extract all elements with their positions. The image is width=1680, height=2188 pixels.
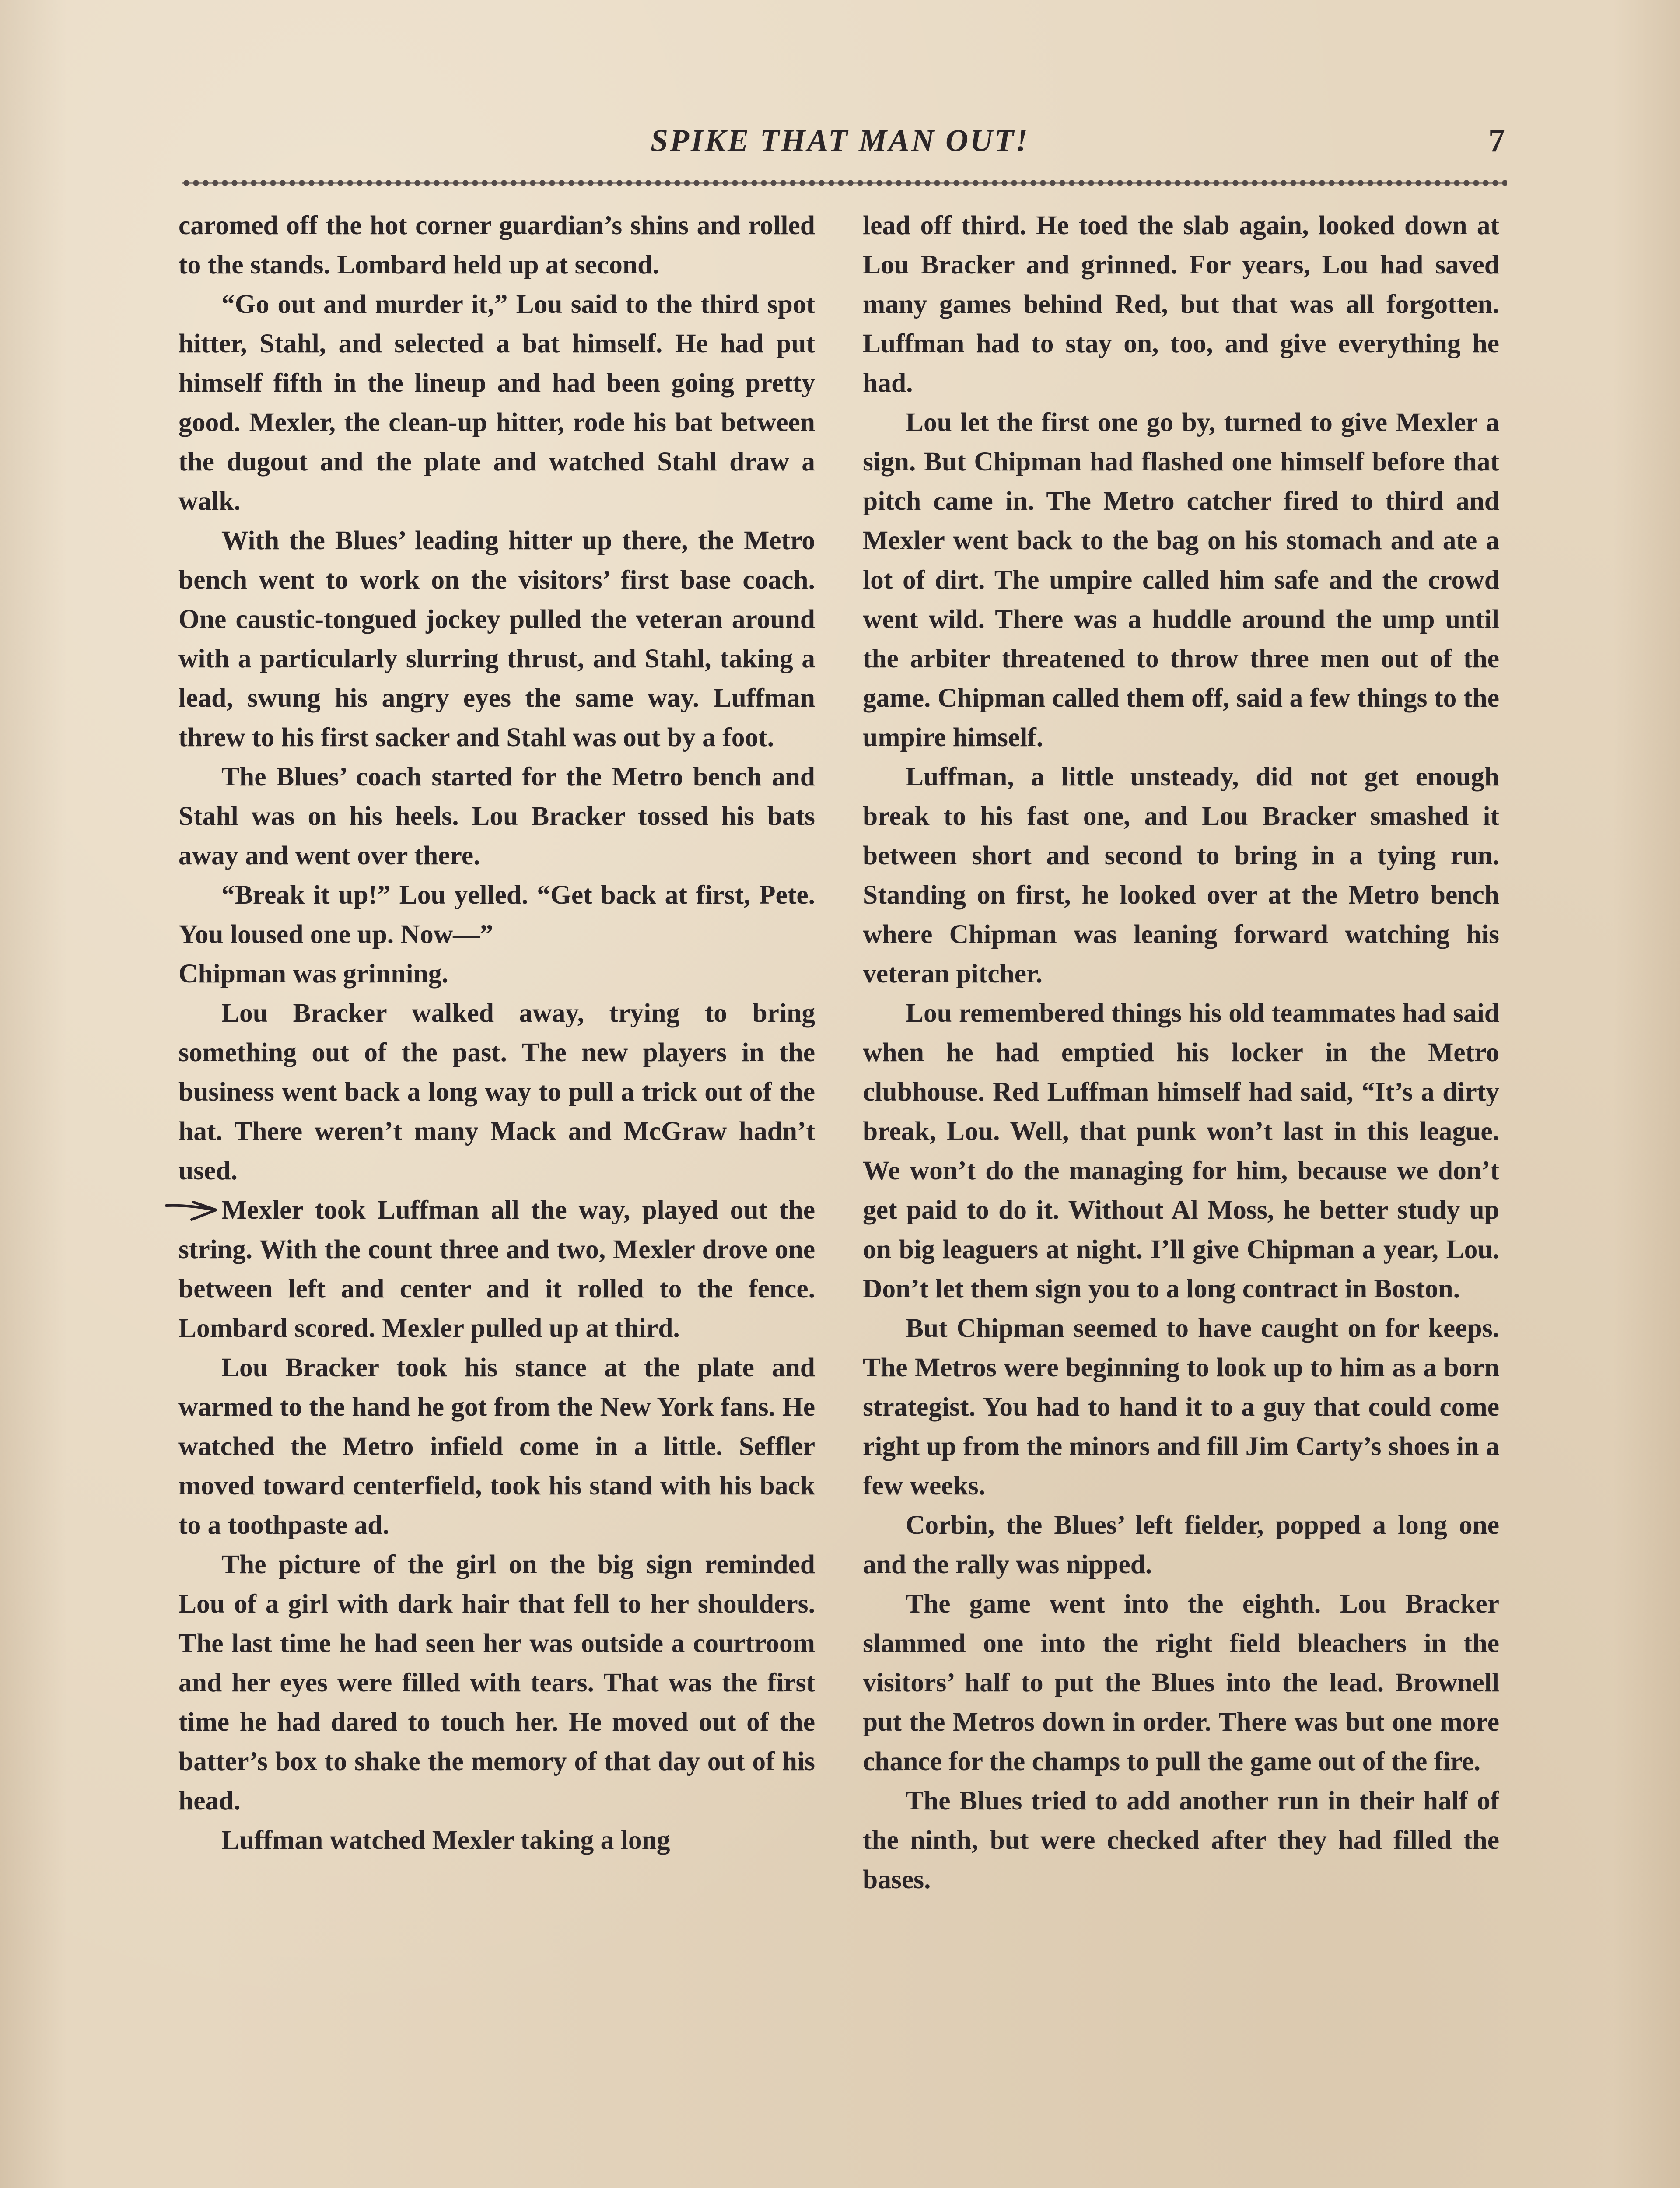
paragraph: “Break it up!” Lou yelled. “Get back at first, Pete. You loused one up. Now—” <box>178 880 815 949</box>
paragraph: Luffman watched Mexler taking a long <box>221 1825 670 1855</box>
paragraph: Lou Bracker took his stance at the plate and warmed to the hand he got from the New York fans. He watched the Metro infield come in a little. Seffler moved toward centerfield, took his stand with his back to a toothpaste ad. <box>178 1353 815 1540</box>
paragraph: The picture of the girl on the big sign reminded Lou of a girl with dark hair that fell to her shoulders. The last time he had seen her was outside a courtroom and her eyes were filled with tears. That was the first time he had dared to touch her. He moved out of the batter’s box to shake the memory of that day out of his head. <box>178 1550 815 1816</box>
paragraph: Lou Bracker walked away, trying to bring something out of the past. The new players in the business went back a long way to pull a trick out of the hat. There weren’t many Mack and McGraw hadn’t used. <box>178 998 815 1185</box>
paragraph: The Blues tried to add another run in their half of the ninth, but were checked after they had filled the bases. <box>863 1786 1499 1894</box>
paragraph: Lou let the first one go by, turned to give Mexler a sign. But Chipman had flashed one himself before that pitch came in. The Metro catcher fired to third and Mexler went back to the bag on his stomach and ate a lot of dirt. The umpire called him safe and the crowd went wild. There was a huddle around the ump until the arbiter threatened to throw three men out of the game. Chipman called them off, said a few things to the umpire himself. <box>863 407 1499 752</box>
paragraph: Chipman was grinning. <box>178 959 448 989</box>
paragraph: Luffman, a little unsteady, did not get enough break to his fast one, and Lou Bracker smashed it between short and second to bring in a tying run. Standing on first, he looked over at the Metro bench where Chipman was leaning forward watching his veteran pitcher. <box>863 762 1499 989</box>
ornament-rule-divider <box>182 177 1507 189</box>
paragraph: lead off third. He toed the slab again, looked down at Lou Bracker and grinned. For years, Lou had saved many games behind Red, but that was all forgotten. Luffman had to stay on, too, and give everything he had. <box>863 210 1499 398</box>
paragraph: The Blues’ coach started for the Metro bench and Stahl was on his heels. Lou Bracker tossed his bats away and went over there. <box>178 762 815 870</box>
running-head <box>175 114 1505 171</box>
page-number: 7 <box>1488 122 1505 159</box>
paragraph: Mexler took Luffman all the way, played out the string. With the count three and two, Mexler drove one between left and center and it rolled to the fence. Lombard scored. Mexler pulled up at third. <box>178 1195 815 1343</box>
paragraph: The game went into the eighth. Lou Bracker slammed one into the right field bleachers in the visitors’ half to put the Blues into the lead. Brownell put the Metros down in order. There was but one more chance for the champs to pull the game out of the fire. <box>863 1589 1499 1776</box>
right-text-column <box>863 206 1499 2188</box>
paragraph: caromed off the hot corner guardian’s shins and rolled to the stands. Lombard held up at second. <box>178 210 815 280</box>
paragraph: Corbin, the Blues’ left fielder, popped a long one and the rally was nipped. <box>863 1510 1499 1579</box>
pen-arrow-mark-icon <box>163 1197 224 1223</box>
paragraph: With the Blues’ leading hitter up there, the Metro bench went to work on the visitors’ first base coach. One caustic-tongued jockey pulled the veteran around with a particularly slurring thrust, and Stahl, taking a lead, swung his angry eyes the same way. Luffman threw to his first sacker and Stahl was out by a foot. <box>178 526 815 752</box>
running-title: SPIKE THAT MAN OUT! <box>650 123 1030 158</box>
left-text-column <box>178 206 815 2188</box>
paragraph: But Chipman seemed to have caught on for keeps. The Metros were beginning to look up to him as a born strategist. You had to hand it to a guy that could come right up from the minors and fill Jim Carty’s shoes in a few weeks. <box>863 1313 1499 1501</box>
paragraph: Lou remembered things his old teammates had said when he had emptied his locker in the Metro clubhouse. Red Luffman himself had said, “It’s a dirty break, Lou. Well, that punk won’t last in this league. We won’t do the managing for him, because we don’t get paid to do it. Without Al Moss, he better study up on big leaguers at night. I’ll give Chipman a year, Lou. Don’t let them sign you to a long contract in Boston. <box>863 998 1499 1304</box>
paragraph: “Go out and murder it,” Lou said to the third spot hitter, Stahl, and selected a bat himself. He had put himself fifth in the lineup and had been going pretty good. Mexler, the clean-up hitter, rode his bat between the dugout and the plate and watched Stahl draw a walk. <box>178 289 815 516</box>
